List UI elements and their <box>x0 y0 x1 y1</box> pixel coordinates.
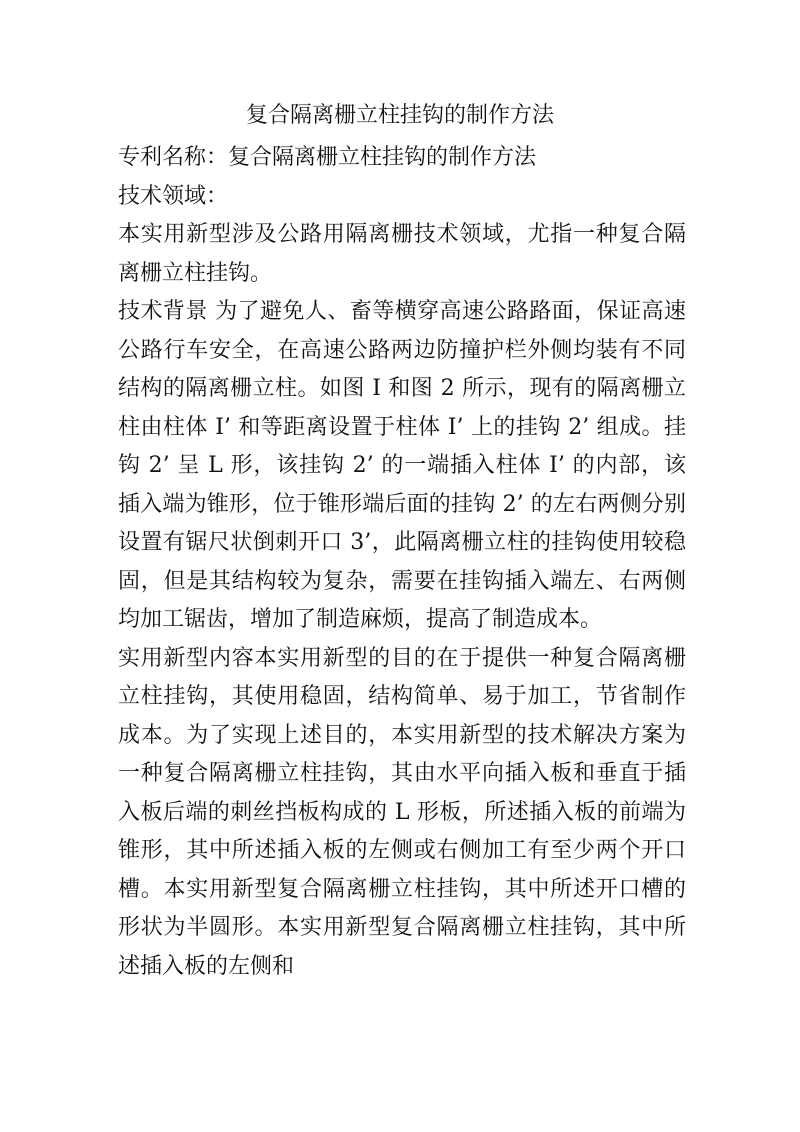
document-body <box>118 139 686 986</box>
paragraph-technical-field-heading: 技术领域： <box>118 183 229 209</box>
paragraph-technical-field: 本实用新型涉及公路用隔离栅技术领域，尤指一种复合隔离栅立柱挂钩。 <box>118 222 686 286</box>
paragraph-utility-model-content: 实用新型内容本实用新型的目的在于提供一种复合隔离栅立柱挂钩，其使用稳固，结构简单、易于加工，节省制作成本。为了实现上述目的，本实用新型的技术解决方案为一种复合隔离栅立柱挂钩，其由水平向插入板和垂直于插入板后端的刺丝挡板构成的 L 形板，所述插入板的前端为锥形，其中所述插入板的左侧或右侧加工有至少两个开口槽。本实用新型复合隔离栅立柱挂钩，其中所述开口槽的形状为半圆形。本实用新型复合隔离栅立柱挂钩，其中所述插入板的左侧和 <box>118 645 686 979</box>
paragraph-patent-name: 专利名称：复合隔离栅立柱挂钩的制作方法 <box>118 145 537 170</box>
paragraph-technical-background: 技术背景 为了避免人、畜等横穿高速公路路面，保证高速公路行车安全，在高速公路两边防撞护栏外侧均装有不同结构的隔离栅立柱。如图 I 和图 2 所示，现有的隔离栅立柱由柱体 I’ 和等距离设置于柱体 I’ 上的挂钩 2’ 组成。挂钩 2’ 呈 L 形，该挂钩 2’ 的一端插入柱体 I’ 的内部，该插入端为锥形，位于锥形端后面的挂钩 2’ 的左右两侧分别设置有锯尺状倒刺开口 3’，此隔离栅立柱的挂钩使用较稳固，但是其结构较为复杂，需要在挂钩插入端左、右两侧均加工锯齿，增加了制造麻烦，提高了制造成本。 <box>118 299 686 632</box>
document-title: 复合隔离栅立柱挂钩的制作方法 <box>245 103 554 128</box>
